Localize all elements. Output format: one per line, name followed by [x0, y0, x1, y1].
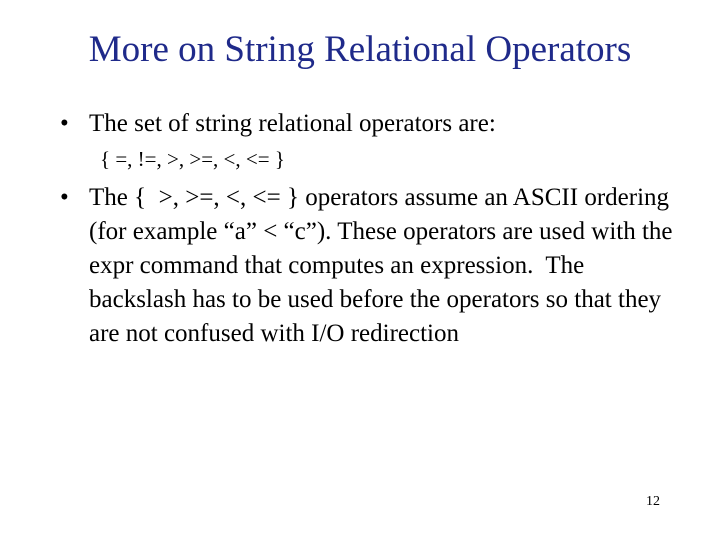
operator-set-text: { =, !=, >, >=, <, <= } — [100, 147, 285, 171]
bullet-text: The set of string relational operators are: — [89, 110, 496, 137]
bullet-text: The { >, >=, <, <= } operators assume an ASCII ordering (for example “a” < “c”). These operators are used with the expr command that computes an expression. The backslash has to be used before the operators so that they are not confused with I/O redirection — [89, 184, 679, 347]
slide-title: More on String Relational Operators — [88, 29, 632, 70]
bullet-item-2 — [60, 181, 680, 351]
page-number: 12 — [646, 494, 660, 509]
bullet-item-1 — [60, 107, 680, 141]
bullet-icon: • — [60, 110, 69, 137]
bullet-icon: • — [60, 184, 69, 211]
